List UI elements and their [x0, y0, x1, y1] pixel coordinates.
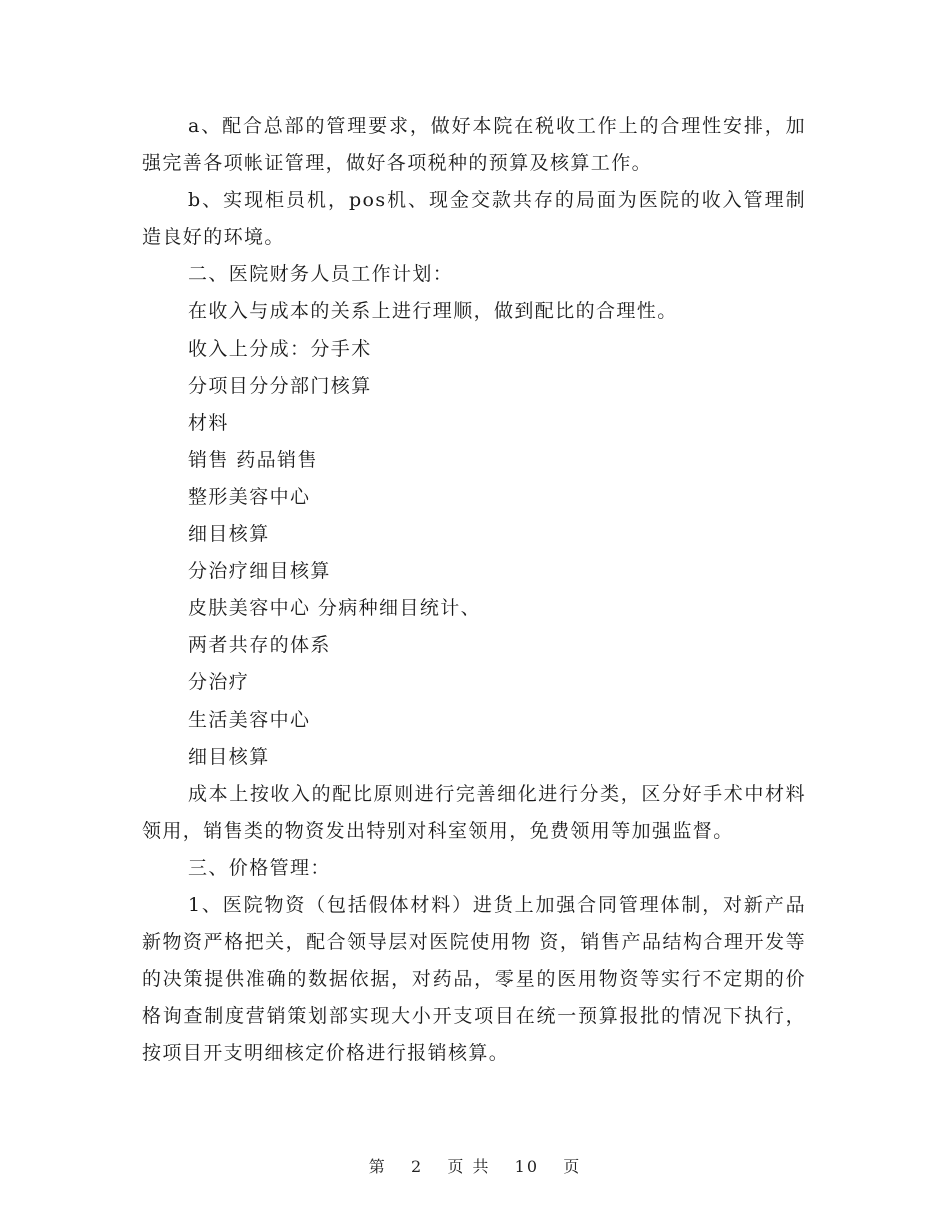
paragraph-income-cost: 在收入与成本的关系上进行理顺，做到配比的合理性。	[188, 300, 678, 323]
page-footer	[0, 1154, 950, 1177]
section-heading-finance-plan: 二、医院财务人员工作计划：	[188, 263, 454, 286]
list-line-coexist-system: 两者共存的体系	[188, 634, 331, 657]
section-heading-price-management: 三、价格管理：	[188, 856, 331, 879]
list-line-lifestyle-center: 生活美容中心	[188, 708, 311, 731]
list-line-sales: 销售 药品销售	[188, 448, 318, 471]
list-line-treatment: 分治疗	[188, 671, 250, 694]
footer-prefix: 第	[368, 1157, 387, 1176]
list-line-materials: 材料	[188, 411, 229, 434]
paragraph-procurement: 1、医院物资（包括假体材料）进货上加强合同管理体制，对新产品新物资严格把关，配合领导层对医院使用物 资，销售产品结构合理开发等的决策提供准确的数据依据，对药品，零星的医用物资等实行不定期的价格询查制度营销策划部实现大小开支项目在统一预算报批的情况下执行，按项目开支明细核定价格进行报销核算。	[142, 893, 806, 1065]
paragraph-cost-matching: 成本上按收入的配比原则进行完善细化进行分类，区分好手术中材料领用，销售类的物资发出特别对科室领用，免费领用等加强监督。	[142, 782, 806, 842]
list-line-department-accounting: 分项目分分部门核算	[188, 374, 372, 397]
footer-mid: 页 共	[447, 1157, 491, 1176]
footer-total-pages: 10	[514, 1157, 539, 1176]
document-body	[142, 108, 806, 1072]
list-line-skin-center: 皮肤美容中心 分病种细目统计、	[188, 597, 482, 620]
footer-suffix: 页	[563, 1157, 582, 1176]
paragraph-tax-arrangement: a、配合总部的管理要求，做好本院在税收工作上的合理性安排，加强完善各项帐证管理，做好各项税种的预算及核算工作。	[142, 115, 806, 175]
footer-page-number: 2	[410, 1157, 424, 1176]
list-line-income-split: 收入上分成：分手术	[188, 337, 372, 360]
list-line-cosmetic-center: 整形美容中心	[188, 485, 311, 508]
list-line-item-accounting-1: 细目核算	[188, 523, 270, 546]
list-line-item-accounting-2: 细目核算	[188, 745, 270, 768]
paragraph-payment-methods: b、实现柜员机，pos机、现金交款共存的局面为医院的收入管理制造良好的环境。	[142, 189, 806, 249]
list-line-treatment-accounting: 分治疗细目核算	[188, 560, 331, 583]
